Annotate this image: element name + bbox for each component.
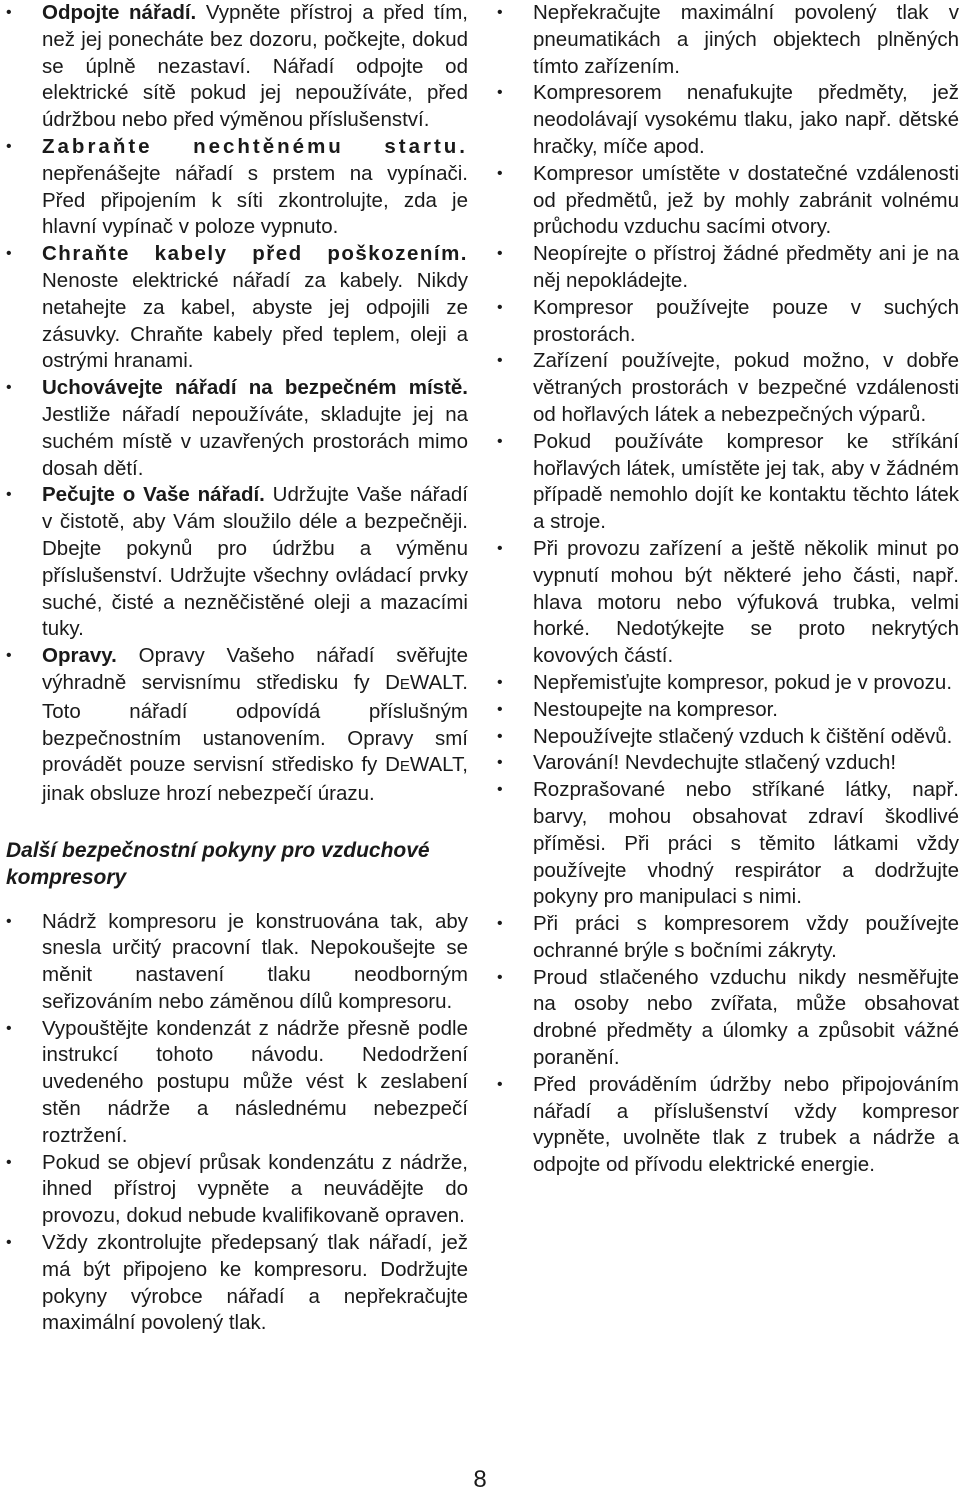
right-column: [497, 0, 959, 1179]
safety-list-general: [6, 0, 468, 808]
list-item: • Kompresor umístěte v dostatečné vzdálenosti od předmětů, jež by mohly zabránit volnému průchodu vzduchu sacími otvory.: [497, 161, 959, 241]
item-lead: Zabraňte nechtěnému startu.: [42, 134, 468, 158]
brand-small-cap: E: [399, 758, 410, 776]
item-text: WALT, jinak obsluze hrozí nebezpečí úrazu.: [42, 753, 468, 806]
list-item: • Pokud se objeví průsak kondenzátu z nádrže, ihned přístroj vypněte a neuvádějte do provozu, dokud nebude kvalifikovaně opraven.: [6, 1150, 468, 1230]
list-item: • Při provozu zařízení a ještě několik minut po vypnutí mohou být některé jeho části, např. hlava motoru nebo výfuková trubka, velmi horké. Nedotýkejte se proto nekrytých kovových částí.: [497, 536, 959, 670]
list-item: • Nepoužívejte stlačený vzduch k čištění oděvů.: [497, 724, 959, 751]
list-item: • Neopírejte o přístroj žádné předměty ani je na něj nepokládejte.: [497, 241, 959, 295]
list-item: • Pokud používáte kompresor ke stříkání hořlavých látek, umístěte jej tak, aby v žádném případě nemohlo dojít ke kontaktu těchto látek a stroje.: [497, 429, 959, 536]
list-item: • Nestoupejte na kompresor.: [497, 697, 959, 724]
list-item: • Proud stlačeného vzduchu nikdy nesměřujte na osoby nebo zvířata, může obsahovat drobné předměty a úlomky a způsobit vážné poranění.: [497, 965, 959, 1072]
list-item: • Kompresorem nenafukujte předměty, jež neodolávají vysokému tlaku, jako např. dětské hračky, míče apod.: [497, 80, 959, 160]
item-lead: Pečujte o Vaše nářadí.: [42, 483, 265, 507]
item-lead: Opravy.: [42, 644, 117, 668]
list-item: • Před prováděním údržby nebo připojováním nářadí a příslušenství vždy kompresor vypněte, uvolněte tlak z trubek a nádrže a odpojte od přívodu elektrické energie.: [497, 1072, 959, 1179]
brand-small-cap: E: [399, 675, 410, 693]
list-item: • Nepřekračujte maximální povolený tlak v pneumatikách a jiných objektech plněných tímto zařízením.: [497, 0, 959, 80]
item-text: WALT. Toto nářadí odpovídá příslušným bezpečnostním ustanovením. Opravy smí provádět pouze servisní středisko fy D: [42, 670, 468, 777]
list-item: • Při práci s kompresorem vždy používejte ochranné brýle s bočními zákryty.: [497, 911, 959, 965]
list-item: [6, 241, 468, 375]
list-item: • Vždy zkontrolujte předepsaný tlak nářadí, jež má být připojeno ke kompresoru. Dodržujte pokyny výrobce nářadí a nepřekračujte maximální povolený tlak.: [6, 1230, 468, 1337]
list-item-repairs: [6, 643, 468, 808]
safety-list-compressor-continued: [497, 0, 959, 1179]
item-text: nepřenášejte nářadí s prstem na vypínači. Před připojením k síti zkontrolujte, zda je hlavní vypínač v poloze vypnuto.: [42, 161, 468, 239]
item-lead: Chraňte kabely před poškozením.: [42, 242, 468, 266]
item-text: Vypněte přístroj a před tím, než jej ponecháte bez dozoru, počkejte, dokud se úplně nezastaví. Nářadí odpojte od elektrické sítě pokud jej nepoužíváte, před údržbou nebo před výměnou příslušenství.: [42, 1, 468, 132]
list-item: • Nepřemisťujte kompresor, pokud je v provozu.: [497, 670, 959, 697]
section-heading: Další bezpečnostní pokyny pro vzduchové kompresory: [6, 838, 430, 889]
item-text: Opravy Vašeho nářadí svěřujte výhradně servisnímu středisku fy D: [42, 644, 468, 694]
item-text: Udržujte Vaše nářadí v čistotě, aby Vám sloužilo déle a bezpečněji. Dbejte pokynů pro údržbu a výměnu příslušenství. Udržujte všechny ovládací prvky suché, čisté a nezněčistěné oleji a mazacími tuky.: [42, 483, 468, 641]
page-number: 8: [473, 1466, 487, 1493]
list-item: [6, 375, 468, 482]
item-text: Nenoste elektrické nářadí za kabely. Nikdy netahejte za kabel, abyste jej odpojili ze zásuvky. Chraňte kabely před teplem, oleji a ostrými hranami.: [42, 268, 468, 373]
list-item: [6, 134, 468, 241]
item-text: Jestliže nářadí nepoužíváte, skladujte jej na suchém místě v uzavřených prostorách mimo dosah dětí.: [42, 402, 468, 480]
safety-list-compressor: [6, 909, 468, 1338]
list-item: [6, 482, 468, 643]
item-lead: Odpojte nářadí.: [42, 1, 197, 24]
list-item: [6, 0, 468, 134]
list-item: • Nádrž kompresoru je konstruována tak, aby snesla určitý pracovní tlak. Nepokoušejte se měnit nastavení tlaku neodborným seřizováním nebo záměnou dílů kompresoru.: [6, 909, 468, 1016]
list-item: • Vypouštějte kondenzát z nádrže přesně podle instrukcí tohoto návodu. Nedodržení uvedeného postupu může vést k zeslabení stěn nádrže a následnému nebezpečí roztržení.: [6, 1016, 468, 1150]
list-item: • Varování! Nevdechujte stlačený vzduch!: [497, 750, 959, 777]
list-item: • Zařízení používejte, pokud možno, v dobře větraných prostorách v bezpečné vzdálenosti od hořlavých látek a nebezpečných výparů.: [497, 348, 959, 428]
list-item: • Kompresor používejte pouze v suchých prostorách.: [497, 295, 959, 349]
item-lead: Uchovávejte nářadí na bezpečném místě.: [42, 376, 468, 400]
left-column: [6, 0, 468, 1337]
list-item: • Rozprašované nebo stříkané látky, např. barvy, mohou obsahovat zdraví škodlivé příměsi. Při práci s těmito látkami vždy používejte vhodný respirátor a dodržujte pokyny pro manipulaci s nimi.: [497, 777, 959, 911]
